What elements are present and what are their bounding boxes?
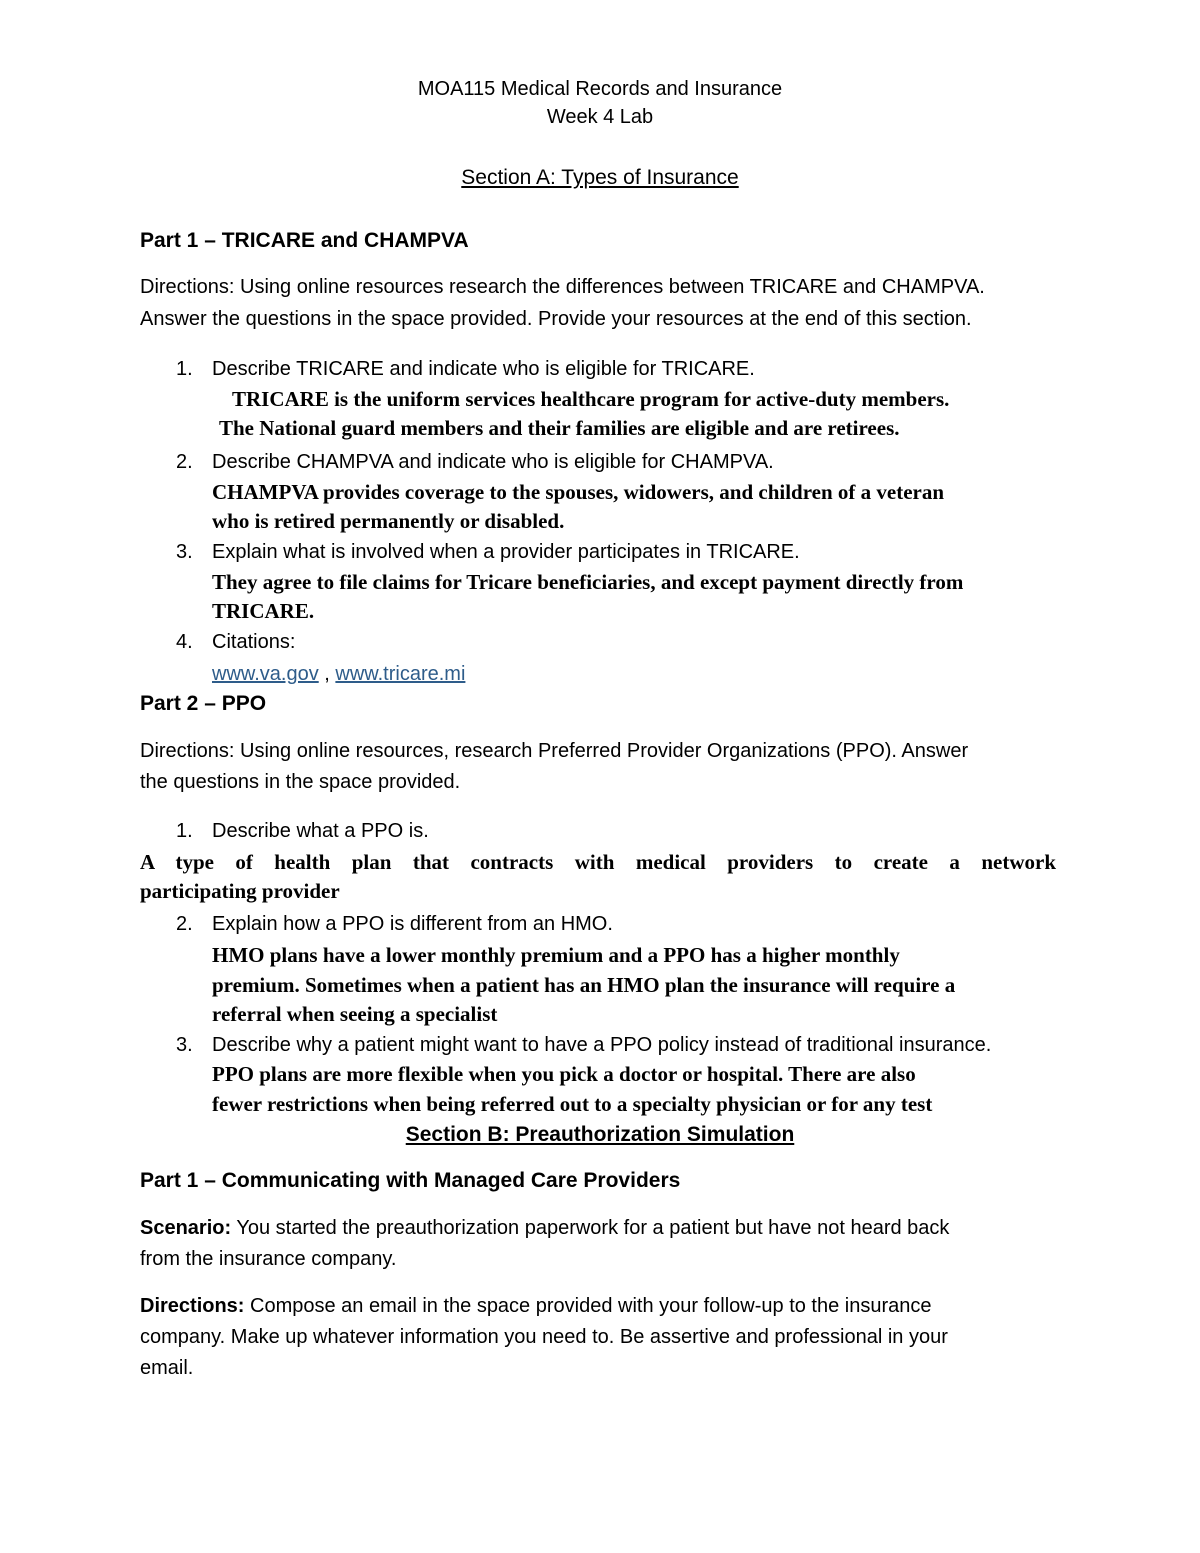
answer-line: who is retired permanently or disabled. xyxy=(212,509,565,533)
link-separator: , xyxy=(318,663,336,685)
tricare-link[interactable]: www.tricare.mi xyxy=(335,663,466,685)
scenario-line2: from the insurance company. xyxy=(140,1248,397,1270)
document-subtitle: Week 4 Lab xyxy=(546,106,654,128)
answer-line: fewer restrictions when being referred out to a specialty physician or for any test xyxy=(212,1092,933,1116)
section-b-heading xyxy=(0,1124,1200,1145)
answer-line: CHAMPVA provides coverage to the spouses, widowers, and children of a veteran xyxy=(212,480,945,504)
scenario-line1 xyxy=(140,1218,949,1238)
document-title: MOA115 Medical Records and Insurance xyxy=(417,78,783,100)
answer-line: TRICARE is the uniform services healthcare program for active-duty members. xyxy=(232,387,950,411)
list-number: 1. xyxy=(176,820,193,842)
answer-line: They agree to file claims for Tricare beneficiaries, and except payment directly from xyxy=(212,570,964,594)
part1-directions-line1: Directions: Using online resources research the differences between TRICARE and CHAMPVA. xyxy=(140,276,985,298)
answer-line: HMO plans have a lower monthly premium and a PPO has a higher monthly xyxy=(212,943,900,967)
list-number: 2. xyxy=(176,913,193,935)
part2-directions-line1: Directions: Using online resources, research Preferred Provider Organizations (PPO). Answer xyxy=(140,740,969,762)
part2-directions-line2: the questions in the space provided. xyxy=(140,771,461,793)
scenario-label: Scenario: xyxy=(140,1217,232,1239)
answer-line: premium. Sometimes when a patient has an HMO plan the insurance will require a xyxy=(212,973,956,997)
scenario-text: You started the preauthorization paperwork for a patient but have not heard back xyxy=(231,1217,950,1239)
citations-links xyxy=(212,664,465,684)
answer-line: PPO plans are more flexible when you pick a doctor or hospital. There are also xyxy=(212,1062,916,1086)
answer-line: A type of health plan that contracts with medical providers to create a network xyxy=(140,850,1056,874)
section-b-part1-heading: Part 1 – Communicating with Managed Care Providers xyxy=(140,1169,681,1192)
email-directions-line3: email. xyxy=(140,1357,194,1379)
list-number: 1. xyxy=(176,358,193,380)
section-a-heading xyxy=(0,167,1200,188)
email-directions-line1 xyxy=(140,1296,932,1316)
question-tricare: Describe TRICARE and indicate who is eligible for TRICARE. xyxy=(212,358,755,380)
email-directions-line2: company. Make up whatever information you need to. Be assertive and professional in your xyxy=(140,1326,948,1348)
question-ppo: Describe what a PPO is. xyxy=(212,820,429,842)
directions-label: Directions: xyxy=(140,1295,245,1317)
question-ppo-vs-hmo: Explain how a PPO is different from an HMO. xyxy=(212,913,613,935)
answer-line: referral when seeing a specialist xyxy=(212,1002,498,1026)
answer-line: TRICARE. xyxy=(212,599,315,623)
directions-text: Compose an email in the space provided with your follow-up to the insurance xyxy=(244,1295,932,1317)
va-gov-link[interactable]: www.va.gov xyxy=(212,663,319,685)
part1-heading: Part 1 – TRICARE and CHAMPVA xyxy=(140,229,469,252)
part1-directions-line2: Answer the questions in the space provided. Provide your resources at the end of this section. xyxy=(140,308,972,330)
part2-heading: Part 2 – PPO xyxy=(140,692,267,715)
question-ppo-vs-traditional: Describe why a patient might want to have a PPO policy instead of traditional insurance. xyxy=(212,1034,992,1056)
section-a-heading-text: Section A: Types of Insurance xyxy=(461,166,739,189)
list-number: 2. xyxy=(176,451,193,473)
answer-line: participating provider xyxy=(140,879,340,903)
citations-label: Citations: xyxy=(212,631,296,653)
section-b-heading-text: Section B: Preauthorization Simulation xyxy=(405,1123,795,1146)
question-provider-participation: Explain what is involved when a provider participates in TRICARE. xyxy=(212,541,800,563)
answer-line: The National guard members and their families are eligible and are retirees. xyxy=(219,416,900,440)
list-number: 3. xyxy=(176,1034,193,1056)
question-champva: Describe CHAMPVA and indicate who is eligible for CHAMPVA. xyxy=(212,451,774,473)
list-number: 4. xyxy=(176,631,193,653)
list-number: 3. xyxy=(176,541,193,563)
